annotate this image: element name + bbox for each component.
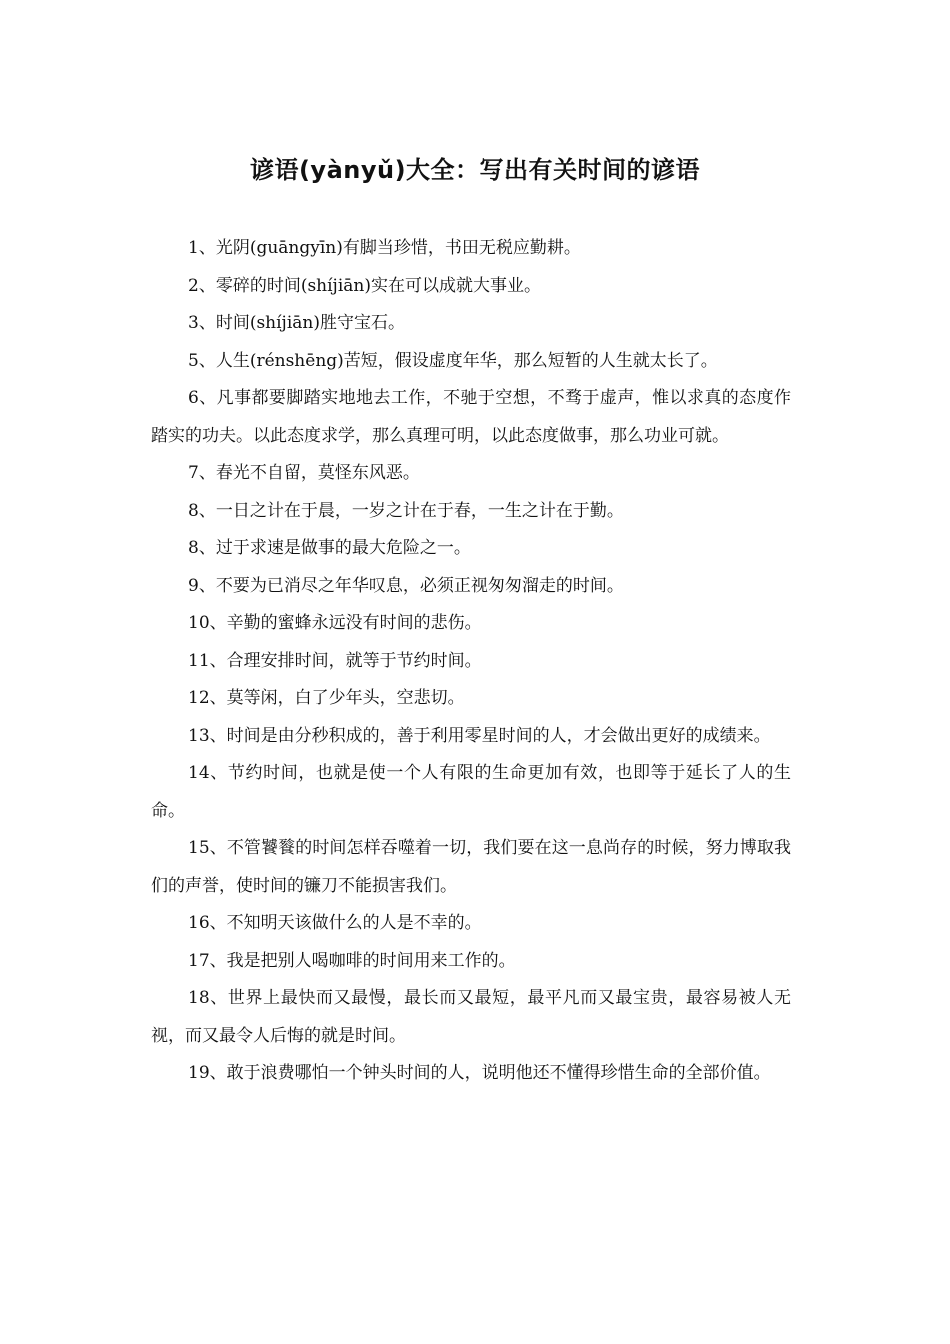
paragraph: 5、人生(rénshēng)苦短，假设虚度年华，那么短暂的人生就太长了。	[188, 350, 718, 371]
paragraph: 1、光阴(guāngyīn)有脚当珍惜，书田无税应勤耕。	[188, 238, 581, 258]
paragraph: 18、世界上最快而又最慢，最长而又最短，最平凡而又最宝贵，最容易被人无视，而又最令人后悔的就是时间。	[151, 988, 791, 1046]
paragraph: 17、我是把别人喝咖啡的时间用来工作的。	[188, 950, 516, 971]
paragraph: 9、不要为已消尽之年华叹息，必须正视匆匆溜走的时间。	[188, 575, 624, 596]
paragraph: 8、一日之计在于晨，一岁之计在于春，一生之计在于勤。	[188, 500, 624, 521]
paragraph: 6、凡事都要脚踏实地地去工作，不驰于空想，不骛于虚声，惟以求真的态度作踏实的功夫。以此态度求学，那么真理可明，以此态度做事，那么功业可就。	[151, 388, 791, 446]
paragraph: 7、春光不自留，莫怪东风恶。	[188, 463, 420, 483]
paragraph: 8、过于求速是做事的最大危险之一。	[188, 538, 471, 558]
paragraph: 13、时间是由分秒积成的，善于利用零星时间的人，才会做出更好的成绩来。	[188, 725, 771, 746]
document-body	[151, 230, 791, 1093]
paragraph: 14、节约时间，也就是使一个人有限的生命更加有效，也即等于延长了人的生命。	[151, 763, 791, 821]
paragraph: 19、敢于浪费哪怕一个钟头时间的人，说明他还不懂得珍惜生命的全部价值。	[188, 1063, 771, 1083]
paragraph: 3、时间(shíjiān)胜守宝石。	[188, 313, 405, 333]
paragraph: 12、莫等闲，白了少年头，空悲切。	[188, 688, 465, 708]
paragraph: 16、不知明天该做什么的人是不幸的。	[188, 913, 482, 933]
document-title: 谚语(yànyǔ)大全：写出有关时间的谚语	[249, 156, 701, 184]
paragraph: 15、不管饕餮的时间怎样吞噬着一切，我们要在这一息尚存的时候，努力博取我们的声誉，使时间的镰刀不能损害我们。	[151, 838, 791, 896]
paragraph: 2、零碎的时间(shíjiān)实在可以成就大事业。	[188, 275, 541, 296]
paragraph: 10、辛勤的蜜蜂永远没有时间的悲伤。	[188, 613, 482, 633]
paragraph: 11、合理安排时间，就等于节约时间。	[188, 650, 482, 671]
